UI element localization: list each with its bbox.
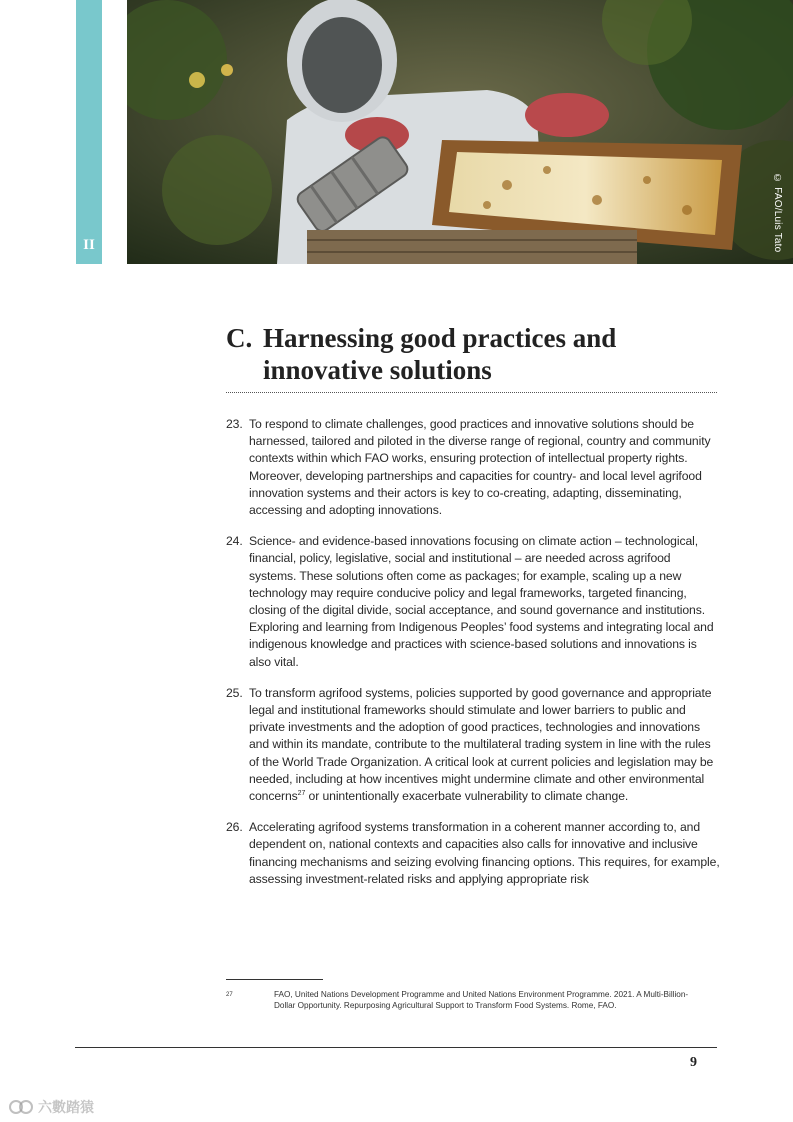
paragraph-text — [249, 685, 721, 805]
beekeeper-photo-illustration — [127, 0, 793, 264]
footer-divider — [75, 1047, 717, 1048]
section-heading — [226, 322, 716, 386]
paragraph-25 — [226, 685, 721, 805]
paragraph-text: Accelerating agrifood systems transformation in a coherent manner according to, and dependent on, national contexts and capacities also calls for innovative and inclusive financing mechanisms and seizing evolving financing options. This requires, for example, assessing investment-related risks and applying appropriate risk — [249, 820, 720, 886]
chapter-marker: II — [83, 237, 95, 253]
paragraph-text: Science- and evidence-based innovations focusing on climate action – technological, financial, policy, legislative, social and institutional – are needed across agrifood systems. These solutions often come as packages; for example, scaling up a new technology may require conducive policy and legal frameworks, targeted financing, closing of the digital divide, social acceptance, and sound governance and institutions. Exploring and learning from Indigenous Peoples’ food systems and integrating local and indigenous knowledge and practices with science-based solutions and innovations is also vital. — [249, 534, 714, 669]
paragraph-text-part: To transform agrifood systems, policies supported by good governance and appropriate legal and institutional frameworks should stimulate and lower barriers to public and private investments and the adoption of good practices, technologies and innovations and within its mandate, contribute to the multilateral trading system in line with the rules of the World Trade Organization. A critical look at current policies and legislation may be needed, including at how incentives might undermine climate and other environmental concerns — [249, 685, 714, 804]
section-letter: C. — [226, 323, 253, 353]
footnote-divider — [226, 979, 323, 980]
photo-credit: © FAO/Luis Tato — [772, 172, 783, 252]
footnote — [226, 990, 696, 1011]
chapter-tab — [76, 0, 102, 264]
paragraph-text: To respond to climate challenges, good practices and innovative solutions should be harnessed, tailored and piloted in the diverse range of regional, country and community contexts within which FAO works, ensuring protection of intellectual property rights. Moreover, developing partnerships and capacities for country- and local level agrifood innovation systems and their actors is key to co-creating, adapting, disseminating, accessing and adopting innovations. — [249, 417, 711, 518]
paragraph-number: 24. — [226, 534, 243, 549]
watermark — [8, 1097, 94, 1117]
section-title: Harnessing good practices and innovative solutions — [263, 323, 617, 385]
footnote-text: FAO, United Nations Development Programme and United Nations Environment Programme. 2021. A Multi-Billion-Dollar Opportunity. Repurposing Agricultural Support to Transform Food Systems. Rome, FAO. — [274, 990, 689, 1010]
paragraph-24 — [226, 533, 721, 671]
paragraph-26 — [226, 819, 721, 888]
watermark-text: 六數踏猿 — [38, 1099, 94, 1115]
paragraph-number: 25. — [226, 685, 243, 700]
header-photo — [127, 0, 793, 264]
paragraph-number: 23. — [226, 417, 243, 431]
paragraph-text-part: or unintentionally exacerbate vulnerability to climate change. — [305, 789, 629, 804]
paragraph-23 — [226, 416, 721, 519]
paragraph-number: 26. — [226, 820, 243, 835]
page-number: 9 — [690, 1055, 697, 1070]
watermark-logo-icon — [8, 1099, 34, 1115]
footnote-number: 27 — [226, 992, 233, 998]
heading-divider — [226, 392, 717, 393]
footnote-reference[interactable]: 27 — [297, 790, 306, 797]
paragraph-list — [226, 416, 721, 902]
